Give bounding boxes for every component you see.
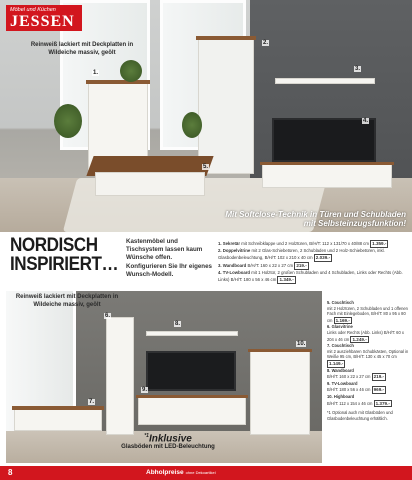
plant [54, 104, 82, 138]
price-tag: 1.249.- [352, 336, 367, 342]
list-item: 2. Doppelvitrine mit 2 Glas-Schiebetüren, 2 Schubladen und 2 Holz-Schiebetüren, inkl. Glasbodenbeleuchtung, B/H/T: 102 x 210 x 40 cm 2.039.- [218, 248, 385, 260]
plant [182, 112, 202, 138]
footnote: *1 Optional auch mit Glasböden und Glasbodenbeleuchtung erhältlich. [327, 410, 393, 421]
oak-top [12, 406, 104, 410]
list-item: 4. TV-Lowboard mit 1 Holztür, 2 großen Schubladen und 4 Schubladen, Links oder Rechts (Abb. Links) B/H/T: 180 x 56 x 46 cm 1.349.- [218, 270, 403, 282]
list-item: 1. Sekretär mit Schreibklappe und 2 Holztüren, B/H/T: 112 x 131/70 x 40/88 cm 1.359.- [218, 241, 387, 246]
couchtisch [14, 409, 102, 431]
headline-line: NORDISCH [10, 235, 98, 256]
list-item: 8. Wandboard B/H/T: 160 x 22 x 27 cm 219.- [327, 367, 385, 380]
item-number: 10. [297, 341, 306, 347]
list-item: 5. Couchtisch mit 2 Holztüren, 2 Schubladen und 1 offenen Fach mit Einlegeboden, B/H/T: 80 x 95 x 80 cm 1.169.- [327, 300, 408, 323]
item-number: 8. [175, 321, 181, 327]
item-number: 3. [355, 66, 361, 72]
item-number: 1. [93, 70, 99, 76]
price-tag: 969.- [373, 387, 385, 393]
led-inclusive-badge [108, 431, 228, 451]
list-item: 6. Glasvitrine Links oder Rechts (Abb. Links) B/H/T: 60 x 204 x 46 cm 1.249.- [327, 324, 404, 342]
product-list-top [218, 240, 408, 284]
product-list-bottom [327, 300, 409, 421]
price-tag: 1.169.- [335, 317, 350, 323]
item-number: 2. [263, 40, 269, 46]
item-number: 6. [105, 313, 111, 319]
list-item: 7. Couchtisch mit 2 ausziehbaren Schubkästen, Optional in Weiße 95 cm, B/H/T: 130 x 45 x 70 cm 1.149.- [327, 343, 409, 366]
price-tag: 1.359.- [372, 241, 387, 246]
inclusive-title: $^{*1}$Inklusive [144, 433, 192, 445]
price-tag: 1.379.- [375, 400, 390, 406]
vitrine [198, 38, 254, 174]
coffee-table [95, 172, 205, 196]
softclose-feature: Mit Softclose-Technik in Türen und Schubladen mit Selbsteinzugsfunktion! [225, 210, 406, 228]
inclusive-subtitle: Glasböden mit LED-Beleuchtung [121, 444, 215, 451]
oak-top [248, 349, 312, 352]
item-number: 4. [363, 118, 369, 124]
item-number: 7. [89, 399, 95, 405]
price-tag: 1.349.- [279, 277, 294, 282]
tv [146, 351, 236, 391]
price-tag: 219.- [296, 263, 307, 268]
oak-top [136, 395, 248, 398]
jessen-logo [6, 5, 82, 31]
price-tag: 1.149.- [329, 360, 344, 366]
logo-tagline: Möbel und Küchen [10, 7, 56, 13]
headline-line: INSPIRIERT… [10, 254, 119, 275]
wandboard [146, 331, 238, 336]
page-number: 8 [8, 468, 13, 477]
footer-bar [0, 466, 412, 480]
logo-name: JESSEN [10, 13, 75, 30]
oak-top [260, 162, 394, 165]
oak-top [196, 36, 256, 40]
price-tag: 219.- [373, 374, 385, 380]
oak-top [86, 80, 150, 84]
wandboard [275, 78, 375, 84]
plant [120, 60, 142, 82]
price-tag: 2.039.- [315, 255, 331, 260]
top-caption: Reinweiß lackiert mit Deckplatten in Wildeiche massiv, geölt [30, 42, 134, 56]
item-number: 9. [142, 387, 148, 393]
headline [10, 235, 119, 275]
glasvitrine [106, 317, 134, 435]
pickup-prices: Abholpreise ohne Dekoartikel [146, 469, 216, 476]
tv [272, 118, 376, 162]
tv-lowboard [262, 164, 392, 188]
tv-lowboard [138, 397, 246, 425]
highboard [250, 351, 310, 435]
list-item: 10. Highboard B/H/T: 112 x 154 x 46 cm 1.379.- [327, 393, 390, 406]
top-room-photo [0, 0, 412, 232]
item-number: 5. [203, 164, 209, 170]
list-item: 3. Wandboard B/H/T: 160 x 22 x 27 cm 219.- [218, 263, 307, 268]
bottom-caption: Reinweiß lackiert mit Deckplatten in Wildeiche massiv, geölt [15, 294, 119, 308]
list-item: 9. TV-Lowboard B/H/T: 180 x 56 x 46 cm 969.- [327, 380, 385, 393]
intro-text: Kastenmöbel und Tischsystem lassen kaum Wünsche offen. Konfigurieren Sie Ihr eigenes Wunsch-Modell. [126, 238, 212, 278]
